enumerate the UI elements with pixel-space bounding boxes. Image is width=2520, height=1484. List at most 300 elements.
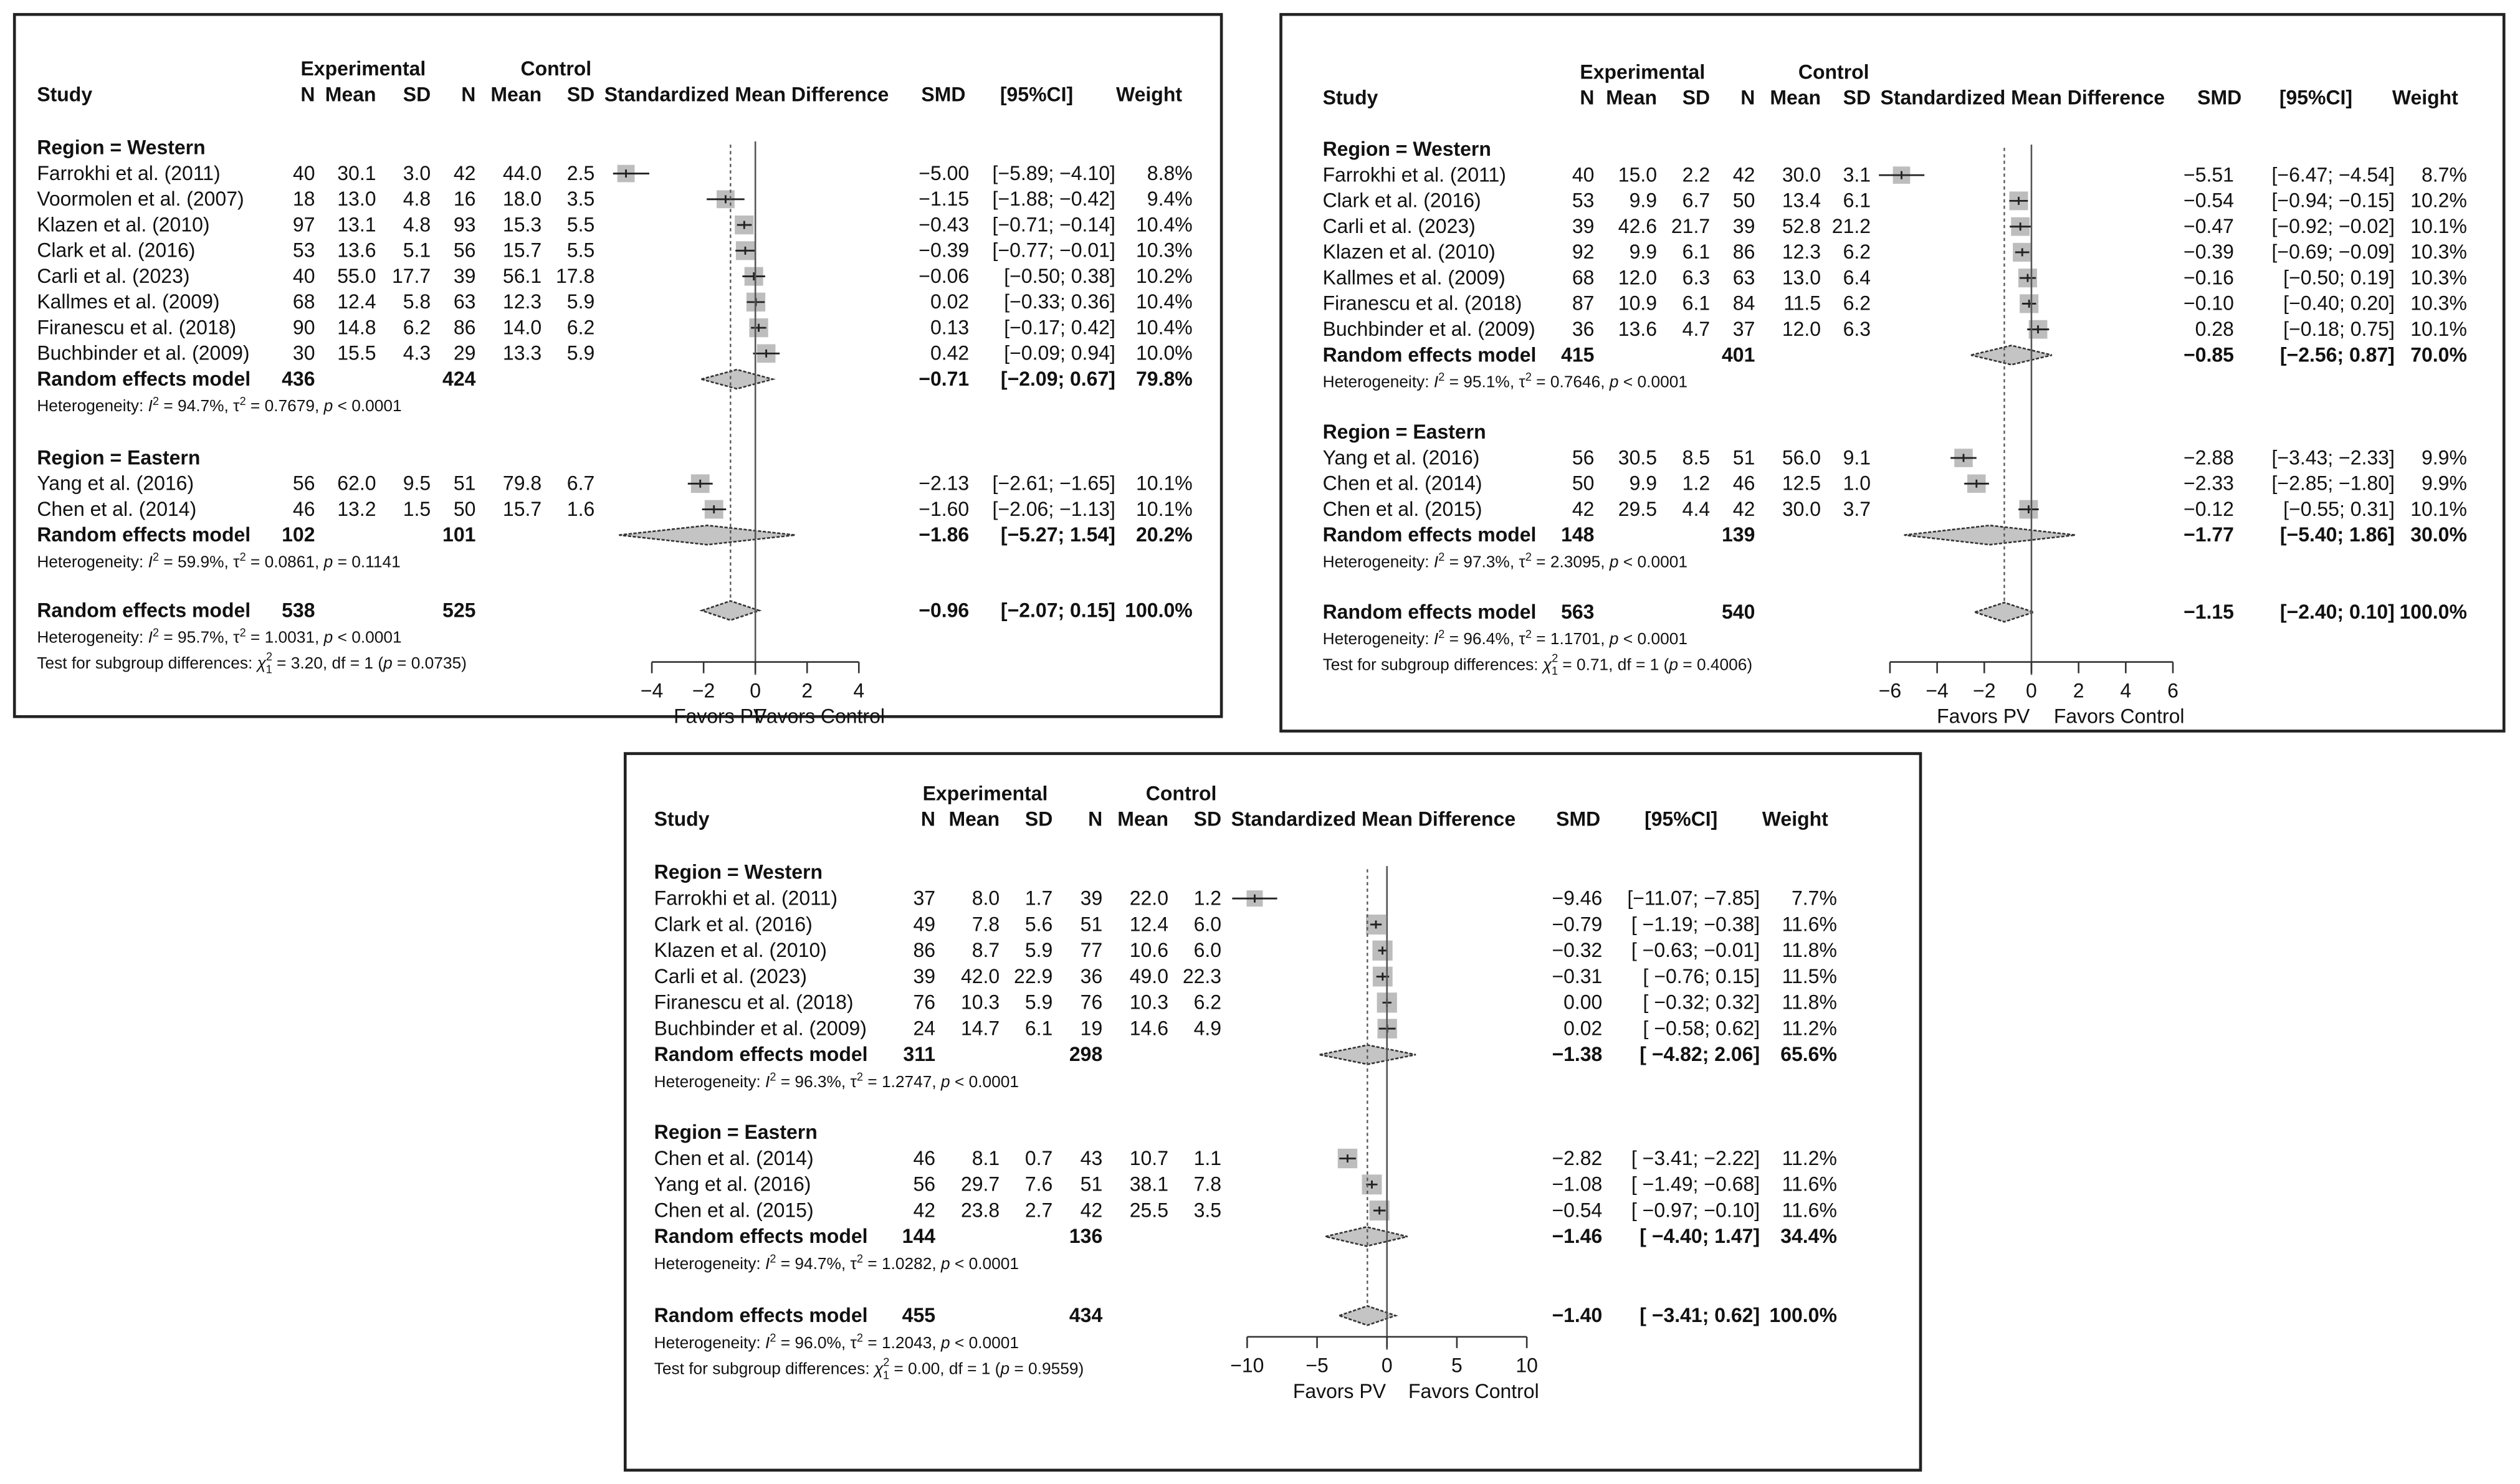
study-value: 6.1 [1843,189,1871,212]
study-name: Clark et al. (2016) [1322,189,1481,212]
weight-value: 10.2% [1136,264,1193,287]
overall-model-label: Random effects model [1322,600,1537,623]
study-value: 30.5 [1618,446,1658,469]
subgroup-model-label: Random effects model [1322,523,1537,546]
study-value: 15.7 [502,497,542,520]
study-value: 5.9 [566,290,595,313]
study-value: 56 [913,1172,936,1196]
study-value: 30.0 [1782,497,1821,520]
model-total-ctl: 401 [1722,343,1755,366]
ci-value: [−3.43; −2.33] [2271,446,2395,469]
ci-value: [ −4.40; 1.47] [1639,1225,1760,1248]
study-value: 13.2 [337,497,376,520]
smd-value: −1.15 [2184,600,2234,623]
heterogeneity-text: Heterogeneity: $I^2 = 59.9\%$, $\tau^2 = 0.0861$, p = 0.1141 [37,551,401,571]
subgroup-label: Region = Eastern [1322,421,1486,444]
study-value: 3.1 [1843,163,1871,186]
study-value: 13.3 [502,341,542,364]
x-axis-tick-label: 4 [2120,679,2132,702]
smd-value: −9.46 [1552,887,1603,910]
header-weight: Weight [1762,807,1828,830]
study-value: 90 [292,316,315,339]
x-axis-tick-label: −4 [640,679,664,702]
study-value: 42.0 [960,964,1000,987]
ci-value: [ −3.41; 0.62] [1639,1304,1760,1327]
study-value: 7.8 [1193,1172,1222,1196]
x-axis-tick-label: −10 [1230,1354,1264,1377]
header-column: SD [1024,807,1053,830]
study-value: 12.0 [1782,318,1821,341]
smd-value: −0.39 [919,239,970,262]
subgroup-label: Region = Western [37,136,206,159]
weight-value: 11.8% [1782,991,1837,1014]
study-value: 6.1 [1024,1017,1053,1040]
study-value: 4.8 [403,213,431,236]
study-value: 23.8 [960,1199,1000,1222]
weight-value: 10.1% [1136,497,1193,520]
study-value: 50 [1732,189,1755,212]
study-value: 53 [292,239,315,262]
study-value: 10.3 [960,991,1000,1014]
study-value: 12.3 [1782,240,1821,264]
subgroup-model-label: Random effects model [1322,343,1537,366]
study-name: Chen et al. (2015) [1322,497,1482,520]
study-value: 12.4 [1129,913,1168,936]
study-value: 42 [913,1199,936,1222]
smd-value: 0.00 [1563,991,1603,1014]
study-value: 17.7 [391,264,431,287]
study-value: 13.0 [337,188,376,211]
study-value: 22.3 [1182,964,1222,987]
study-value: 6.0 [1193,939,1222,962]
smd-value: 0.28 [2195,318,2234,341]
ci-value: [−0.40; 0.20] [2283,292,2395,315]
study-name: Farrokhi et al. (2011) [37,161,221,184]
weight-value: 11.2% [1782,1017,1837,1040]
study-name: Chen et al. (2014) [37,497,197,520]
study-value: 14.6 [1129,1017,1168,1040]
study-value: 18 [292,188,315,211]
ci-value: [−1.88; −0.42] [992,188,1115,211]
study-value: 2.5 [566,161,595,184]
study-value: 42 [1080,1199,1103,1222]
overall-total-ctl: 540 [1722,600,1755,623]
smd-value: −0.85 [2184,343,2234,366]
study-name: Chen et al. (2014) [654,1146,814,1169]
subgroup-model-label: Random effects model [37,367,251,390]
header-smd: SMD [2197,86,2242,109]
weight-value: 10.1% [2410,497,2467,520]
smd-value: −0.54 [2184,189,2234,212]
overall-total-exp: 563 [1561,600,1595,623]
study-value: 4.4 [1682,497,1711,520]
model-total-exp: 148 [1561,523,1595,546]
study-value: 9.9 [1629,189,1658,212]
ci-value: [−2.40; 0.10] [2279,600,2395,623]
study-value: 40 [292,264,315,287]
study-value: 44.0 [502,161,542,184]
smd-value: −1.86 [919,523,970,546]
study-value: 68 [1572,266,1595,289]
weight-value: 70.0% [2410,343,2467,366]
study-value: 10.6 [1129,939,1168,962]
study-value: 16 [453,188,476,211]
study-value: 39 [913,964,936,987]
ci-value: [−0.50; 0.38] [1004,264,1115,287]
study-value: 25.5 [1129,1199,1168,1222]
header-column: N [920,807,936,830]
overall-total-exp: 538 [282,599,315,622]
heterogeneity-text: Heterogeneity: $I^2 = 97.3\%$, $\tau^2 = 2.3095$, p < 0.0001 [1322,551,1687,571]
x-axis-tick-label: 4 [853,679,865,702]
study-value: 10.3 [1129,991,1168,1014]
study-value: 1.0 [1843,472,1871,495]
weight-value: 9.9% [2422,446,2467,469]
study-value: 4.8 [403,188,431,211]
smd-value: −0.39 [2184,240,2234,264]
study-name: Kallmes et al. (2009) [1322,266,1506,289]
smd-value: −5.00 [919,161,970,184]
ci-value: [ −0.63; −0.01] [1631,939,1760,962]
study-value: 51 [1732,446,1755,469]
ci-value: [−2.06; −1.13] [992,497,1115,520]
header-column: N [1740,86,1755,109]
study-value: 50 [1572,472,1595,495]
weight-value: 10.0% [1136,341,1193,364]
study-value: 17.8 [556,264,595,287]
heterogeneity-text: Heterogeneity: $I^2 = 94.7\%$, $\tau^2 = 0.7679$, p < 0.0001 [37,394,402,416]
subgroup-model-label: Random effects model [654,1225,868,1248]
study-name: Farrokhi et al. (2011) [1322,163,1506,186]
ci-value: [ −0.32; 0.32] [1643,991,1760,1014]
study-value: 10.7 [1129,1146,1168,1169]
study-value: 8.5 [1682,446,1711,469]
header-column: N [300,83,315,106]
study-value: 39 [1080,887,1103,910]
study-value: 86 [913,939,936,962]
study-value: 6.7 [1682,189,1711,212]
favors-right-label: Favors Control [754,705,885,728]
header-ci: [95%CI] [1000,83,1074,106]
ci-value: [−0.18; 0.75] [2283,318,2395,341]
study-value: 79.8 [502,472,542,495]
study-name: Klazen et al. (2010) [1322,240,1496,264]
study-value: 6.2 [1843,240,1871,264]
study-value: 0.7 [1024,1146,1053,1169]
study-value: 3.5 [566,188,595,211]
study-value: 6.3 [1682,266,1711,289]
study-name: Chen et al. (2015) [654,1199,814,1222]
study-value: 55.0 [337,264,376,287]
study-value: 37 [1732,318,1755,341]
header-column: Mean [1606,86,1658,109]
overall-total-exp: 455 [902,1304,936,1327]
ci-value: [−2.07; 0.15] [1000,599,1115,622]
weight-value: 11.6% [1782,1199,1837,1222]
model-total-exp: 415 [1561,343,1595,366]
header-experimental: Experimental [300,57,426,80]
weight-value: 8.8% [1147,161,1193,184]
study-value: 7.6 [1024,1172,1053,1196]
header-experimental: Experimental [1580,60,1706,83]
study-value: 53 [1572,189,1595,212]
subgroup-model-label: Random effects model [37,523,251,546]
header-study: Study [654,807,710,830]
model-total-ctl: 298 [1069,1043,1103,1066]
header-column: SD [1193,807,1222,830]
study-value: 56 [292,472,315,495]
weight-value: 10.4% [1136,316,1193,339]
model-total-exp: 102 [282,523,315,546]
smd-value: −0.31 [1552,964,1603,987]
study-value: 52.8 [1782,214,1821,237]
forest-panel-bottom-center [625,754,1921,1470]
study-value: 37 [913,887,936,910]
study-name: Klazen et al. (2010) [37,213,210,236]
study-value: 18.0 [502,188,542,211]
study-value: 5.8 [403,290,431,313]
study-value: 38.1 [1129,1172,1168,1196]
study-value: 6.2 [566,316,595,339]
ci-value: [ −0.76; 0.15] [1643,964,1760,987]
weight-value: 7.7% [1792,887,1837,910]
smd-value: −2.88 [2184,446,2234,469]
study-value: 30 [292,341,315,364]
overall-total-ctl: 434 [1069,1304,1103,1327]
smd-value: 0.13 [930,316,970,339]
study-value: 6.0 [1193,913,1222,936]
header-column: Mean [948,807,1000,830]
study-value: 63 [1732,266,1755,289]
header-ci: [95%CI] [1644,807,1718,830]
overall-model-label: Random effects model [654,1304,868,1327]
study-value: 50 [453,497,476,520]
header-smd: SMD [1556,807,1601,830]
header-column: N [461,83,476,106]
weight-value: 9.4% [1147,188,1193,211]
x-axis-tick-label: 0 [2026,679,2037,702]
favors-left-label: Favors PV [674,705,767,728]
header-control: Control [1145,782,1217,805]
header-weight: Weight [1116,83,1183,106]
x-axis-tick-label: 6 [2167,679,2179,702]
study-value: 13.6 [1618,318,1658,341]
smd-value: −0.79 [1552,913,1603,936]
study-value: 7.8 [971,913,1000,936]
overall-heterogeneity-text: Heterogeneity: $I^2 = 95.7\%$, $\tau^2 = 1.0031$, p < 0.0001 [37,626,402,647]
study-value: 9.1 [1843,446,1871,469]
study-value: 11.5 [1783,292,1821,315]
study-value: 14.0 [502,316,542,339]
study-value: 22.9 [1014,964,1053,987]
study-value: 51 [1080,1172,1103,1196]
study-value: 29.7 [960,1172,1000,1196]
study-value: 46 [913,1146,936,1169]
study-value: 21.2 [1831,214,1871,237]
study-value: 29 [453,341,476,364]
study-value: 42.6 [1618,214,1658,237]
header-study: Study [37,83,93,106]
subgroup-test-text: Test for subgroup differences: $\chi^2$ 1 = 0.00, df = 1 (p = 0.9559) [654,1356,1084,1382]
study-name: Yang et al. (2016) [654,1172,811,1196]
study-value: 1.7 [1024,887,1053,910]
weight-value: 10.4% [1136,213,1193,236]
study-value: 8.1 [971,1146,1000,1169]
heterogeneity-text: Heterogeneity: $I^2 = 95.1\%$, $\tau^2 = 0.7646$, p < 0.0001 [1322,371,1687,391]
x-axis-tick-label: 0 [1381,1354,1393,1377]
header-column: SD [1682,86,1711,109]
model-total-ctl: 424 [442,367,476,390]
study-value: 5.5 [566,213,595,236]
header-column: SD [403,83,431,106]
study-value: 39 [453,264,476,287]
study-value: 15.3 [502,213,542,236]
subgroup-label: Region = Eastern [37,446,201,469]
study-value: 1.5 [403,497,431,520]
overall-heterogeneity-text: Heterogeneity: $I^2 = 96.4\%$, $\tau^2 = 1.1701$, p < 0.0001 [1322,627,1687,649]
study-value: 8.0 [971,887,1000,910]
study-value: 12.3 [502,290,542,313]
study-value: 68 [292,290,315,313]
weight-value: 11.6% [1782,913,1837,936]
study-value: 76 [913,991,936,1014]
header-column: SD [1843,86,1871,109]
study-value: 9.5 [403,472,431,495]
study-name: Yang et al. (2016) [37,472,194,495]
study-name: Carli et al. (2023) [654,964,807,987]
weight-value: 79.8% [1136,367,1193,390]
header-plot: Standardized Mean Difference [1231,807,1516,830]
study-name: Kallmes et al. (2009) [37,290,220,313]
weight-value: 30.0% [2410,523,2467,546]
study-value: 6.2 [1843,292,1871,315]
smd-value: −2.13 [919,472,970,495]
model-total-exp: 436 [282,367,315,390]
study-name: Buchbinder et al. (2009) [37,341,250,364]
study-value: 46 [1732,472,1755,495]
heterogeneity-text: Heterogeneity: $I^2 = 94.7\%$, $\tau^2 = 1.0282$, p < 0.0001 [654,1252,1019,1273]
ci-value: [−2.61; −1.65] [992,472,1115,495]
study-name: Buchbinder et al. (2009) [654,1017,867,1040]
study-value: 4.7 [1682,318,1711,341]
x-axis-tick-label: 2 [2073,679,2084,702]
ci-value: [−2.09; 0.67] [1000,367,1115,390]
study-value: 1.2 [1193,887,1222,910]
study-value: 13.4 [1782,189,1821,212]
weight-value: 10.3% [2410,292,2467,315]
study-value: 19 [1080,1017,1103,1040]
study-value: 14.7 [960,1017,1000,1040]
study-value: 51 [1080,913,1103,936]
smd-value: 0.02 [930,290,970,313]
ci-value: [−0.17; 0.42] [1004,316,1115,339]
weight-value: 10.3% [2410,240,2467,264]
study-value: 87 [1572,292,1595,315]
study-value: 21.7 [1671,214,1711,237]
smd-value: 0.02 [1563,1017,1603,1040]
x-axis-tick-label: −6 [1878,679,1902,702]
study-value: 15.0 [1618,163,1658,186]
study-value: 62.0 [337,472,376,495]
weight-value: 10.1% [1136,472,1193,495]
smd-value: 0.42 [930,341,970,364]
overall-model-label: Random effects model [37,599,251,622]
ci-value: [−0.55; 0.31] [2283,497,2395,520]
weight-value: 10.1% [2410,214,2467,237]
header-column: SD [566,83,595,106]
study-value: 46 [292,497,315,520]
ci-value: [−0.77; −0.01] [992,239,1115,262]
study-name: Firanescu et al. (2018) [654,991,854,1014]
study-value: 49 [913,913,936,936]
ci-value: [−0.71; −0.14] [992,213,1115,236]
header-column: Mean [1117,807,1168,830]
ci-value: [−5.27; 1.54] [1000,523,1115,546]
study-value: 13.0 [1782,266,1821,289]
study-value: 56.0 [1782,446,1821,469]
subgroup-model-label: Random effects model [654,1043,868,1066]
ci-value: [ −3.41; −2.22] [1631,1146,1760,1169]
study-value: 40 [1572,163,1595,186]
ci-value: [−2.85; −1.80] [2271,472,2395,495]
model-total-exp: 311 [903,1043,936,1066]
study-value: 86 [453,316,476,339]
study-value: 4.3 [403,341,431,364]
ci-value: [−2.56; 0.87] [2279,343,2395,366]
study-value: 12.5 [1782,472,1821,495]
weight-value: 10.3% [1136,239,1193,262]
favors-left-label: Favors PV [1292,1379,1386,1402]
weight-value: 11.6% [1782,1172,1837,1196]
study-name: Carli et al. (2023) [1322,214,1476,237]
study-value: 56.1 [502,264,542,287]
smd-value: −0.71 [919,367,970,390]
study-value: 6.2 [403,316,431,339]
weight-value: 10.2% [2410,189,2467,212]
x-axis-tick-label: 0 [750,679,761,702]
weight-value: 100.0% [1125,599,1193,622]
weight-value: 11.2% [1782,1146,1837,1169]
ci-value: [−0.09; 0.94] [1004,341,1115,364]
x-axis-tick-label: 10 [1515,1354,1538,1377]
header-control: Control [1798,60,1869,83]
ci-value: [ −1.19; −0.38] [1631,913,1760,936]
smd-value: −0.16 [2184,266,2234,289]
model-total-ctl: 101 [442,523,476,546]
weight-value: 11.5% [1782,964,1837,987]
study-value: 42 [453,161,476,184]
study-value: 1.6 [566,497,595,520]
header-column: N [1580,86,1595,109]
study-value: 29.5 [1618,497,1658,520]
weight-value: 10.1% [2410,318,2467,341]
study-value: 13.6 [337,239,376,262]
header-ci: [95%CI] [2279,86,2353,109]
heterogeneity-text: Heterogeneity: $I^2 = 96.3\%$, $\tau^2 = 1.2747$, p < 0.0001 [654,1070,1019,1091]
study-name: Carli et al. (2023) [37,264,190,287]
study-value: 2.7 [1024,1199,1053,1222]
x-axis-tick-label: 2 [801,679,813,702]
study-value: 3.0 [403,161,431,184]
weight-value: 9.9% [2422,472,2467,495]
weight-value: 10.3% [2410,266,2467,289]
study-name: Farrokhi et al. (2011) [654,887,838,910]
subgroup-label: Region = Western [654,860,823,883]
ci-value: [−0.92; −0.02] [2271,214,2395,237]
study-name: Clark et al. (2016) [37,239,196,262]
model-total-ctl: 139 [1722,523,1755,546]
smd-value: −0.06 [919,264,970,287]
